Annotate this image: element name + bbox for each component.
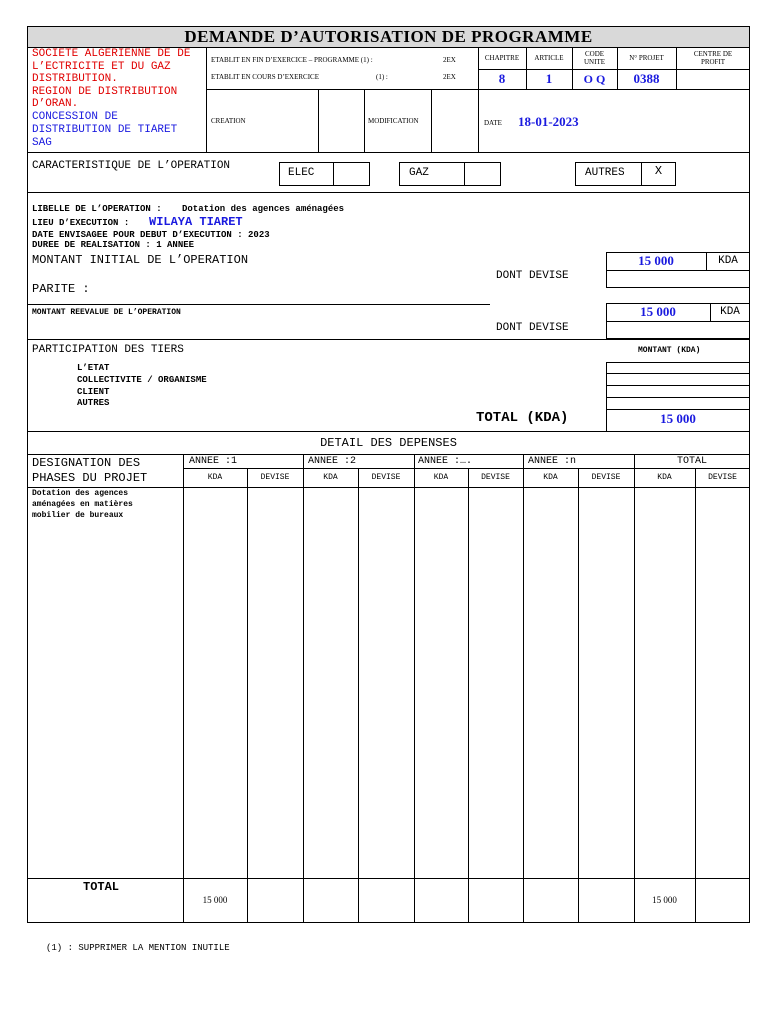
company-line-7: DISTRIBUTION DE TIARET (32, 124, 178, 136)
depenses-total-label: TOTAL (83, 880, 120, 894)
lieu-label: LIEU D’EXECUTION : (32, 218, 130, 228)
parite-label: PARITE : (32, 282, 90, 296)
company-line-6: CONCESSION DE (32, 111, 118, 123)
date-label: DATE (484, 119, 502, 127)
year-dots-kda: KDA (433, 473, 449, 482)
date-debut: DATE ENVISAGEE POUR DEBUT D’EXECUTION : 2023 (32, 230, 270, 240)
depenses-total-total-kda: 15 000 (652, 895, 677, 905)
projet-value: 0388 (633, 71, 660, 86)
year-dots-devise: DEVISE (481, 473, 510, 482)
designation-header-line-1: DESIGNATION DES (32, 456, 141, 470)
elec-label: ELEC (288, 167, 315, 179)
company-line-4: REGION DE DISTRIBUTION (32, 86, 178, 98)
year-n-kda: KDA (543, 473, 558, 482)
year-1-kda: KDA (207, 473, 223, 482)
montant-initial-value: 15 000 (638, 253, 674, 268)
total-header: TOTAL (676, 456, 707, 467)
year-2-header: ANNEE :2 (308, 456, 357, 467)
caracteristique-label: CARACTERISTIQUE DE L’OPERATION (32, 160, 231, 172)
participation-item-collectivite: COLLECTIVITE / ORGANISME (77, 375, 207, 385)
chapitre-label: CHAPITRE (484, 54, 520, 62)
participation-item-client: CLIENT (77, 387, 110, 397)
lieu-value: WILAYA TIARET (149, 215, 243, 229)
libelle-value: Dotation des agences aménagées (182, 204, 345, 214)
etablit-cours-note: (1) : (376, 73, 388, 81)
libelle-label: LIBELLE DE L’OPERATION : (32, 204, 162, 214)
designation-header-line-2: PHASES DU PROJET (32, 471, 148, 485)
total-devise: DEVISE (708, 473, 737, 482)
year-2-kda: KDA (323, 473, 338, 482)
code-unite-value: O Q (583, 72, 606, 86)
date-value: 18-01-2023 (518, 114, 579, 129)
depenses-total-year1-kda: 15 000 (202, 895, 228, 905)
year-n-header: ANNEE :n (528, 456, 577, 467)
company-line-2: L’ECTRICITE ET DU GAZ (32, 61, 171, 73)
article-label: ARTICLE (534, 54, 564, 62)
code-unite-label-2: UNITE (584, 58, 605, 66)
etablit-cours-label: ETABLIT EN COURS D’EXERCICE (211, 73, 320, 81)
depenses-title: DETAIL DES DEPENSES (320, 436, 457, 450)
depense-item-line-2: aménagées en matières (32, 500, 133, 509)
chapitre-value: 8 (498, 71, 506, 86)
year-1-devise: DEVISE (260, 473, 290, 482)
code-unite-label-1: CODE (584, 50, 605, 58)
dont-devise-2: DONT DEVISE (496, 322, 569, 334)
participation-total-label: TOTAL (KDA) (476, 410, 569, 426)
footnote: (1) : SUPPRIMER LA MENTION INUTILE (46, 943, 230, 953)
depense-item-line-1: Dotation des agences (32, 489, 129, 498)
centre-label-2: PROFIT (700, 58, 726, 66)
modification-label: MODIFICATION (368, 117, 419, 125)
year-1-header: ANNEE :1 (189, 456, 238, 467)
depense-item-line-3: mobilier de bureaux (32, 511, 124, 520)
montant-initial-unit: KDA (718, 255, 738, 267)
company-line-8: SAG (32, 137, 52, 149)
year-n-devise: DEVISE (591, 473, 621, 482)
etablit-cours-value: 2EX (443, 73, 456, 81)
year-2-devise: DEVISE (371, 473, 401, 482)
centre-label-1: CENTRE DE (693, 50, 733, 58)
company-line-1: SOCIETE ALGERIENNE DE DE (32, 48, 191, 60)
autres-label: AUTRES (585, 167, 625, 179)
company-line-5: D’ORAN. (32, 98, 79, 110)
page-title: DEMANDE D’AUTORISATION DE PROGRAMME (184, 27, 593, 46)
participation-item-autres: AUTRES (77, 398, 110, 408)
montant-reevalue-value: 15 000 (640, 304, 676, 319)
etablit-fin-label: ETABLIT EN FIN D’EXERCICE – PROGRAMME (1) : (211, 56, 373, 64)
participation-montant-label: MONTANT (KDA) (638, 346, 701, 355)
total-kda: KDA (657, 473, 672, 482)
etablit-fin-value: 2EX (443, 56, 456, 64)
depenses-table (27, 454, 750, 923)
participation-label: PARTICIPATION DES TIERS (32, 344, 184, 356)
duree-realisation: DUREE DE REALISATION : 1 ANNEE (32, 240, 195, 250)
creation-label: CREATION (211, 117, 246, 125)
montant-initial-label: MONTANT INITIAL DE L’OPERATION (32, 253, 249, 267)
participation-item-etat: L’ETAT (77, 363, 110, 373)
year-dots-header: ANNEE :…. (418, 456, 473, 467)
montant-reevalue-unit: KDA (720, 306, 740, 318)
article-value: 1 (545, 71, 553, 86)
autres-check-mark: X (654, 164, 663, 178)
projet-label: N° PROJET (629, 54, 664, 62)
company-line-3: DISTRIBUTION. (32, 73, 118, 85)
participation-total-value: 15 000 (660, 411, 696, 426)
gaz-label: GAZ (409, 167, 429, 179)
dont-devise-1: DONT DEVISE (496, 270, 569, 282)
montant-reevalue-label: MONTANT REEVALUE DE L’OPERATION (32, 308, 181, 317)
